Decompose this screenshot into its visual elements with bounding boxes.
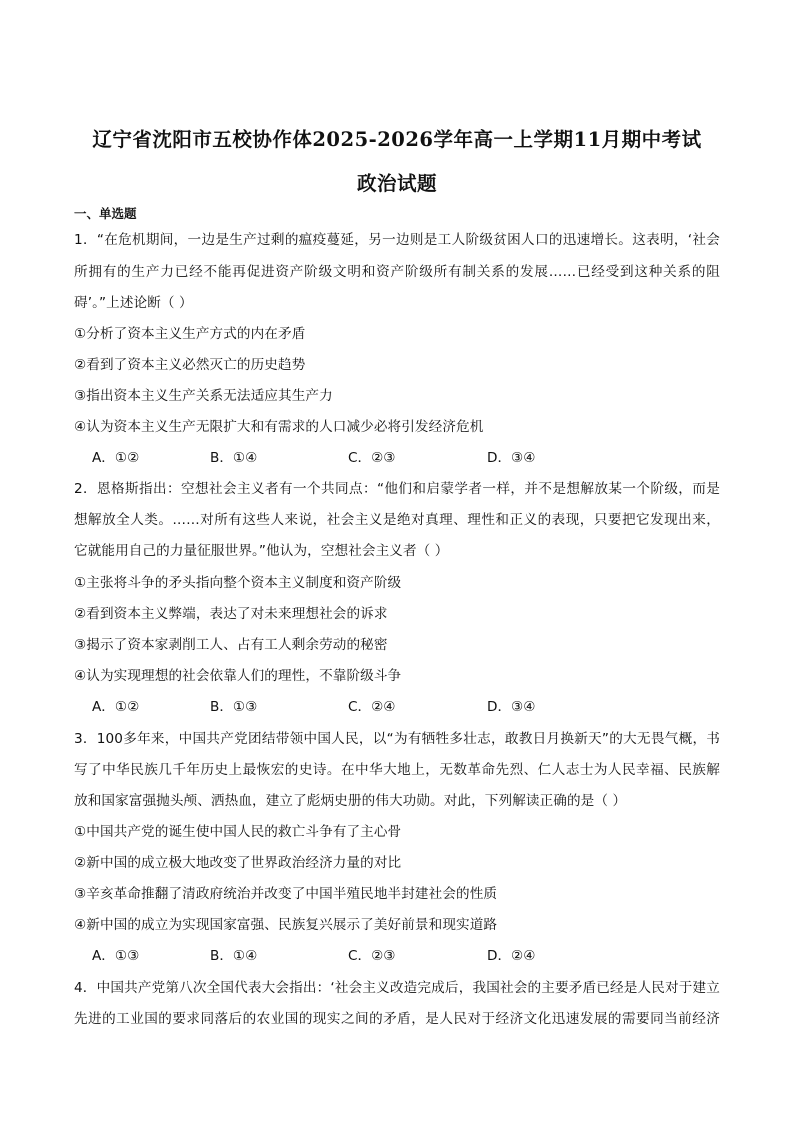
- question-2-statement-2: ②看到资本主义弊端，表达了对未来理想社会的诉求: [74, 606, 388, 622]
- document-title: 辽宁省沈阳市五校协作体2025-2026学年高一上学期11月期中考试: [92, 128, 702, 151]
- question-1-stem-line-1: 1．“在危机期间，一边是生产过剩的瘟疫蔓延，另一边则是工人阶级贫困人口的迅速增长。这表明，‘社会: [74, 232, 720, 248]
- question-1-statement-3: ③指出资本主义生产关系无法适应其生产力: [74, 388, 333, 404]
- question-1-option-d[interactable]: D．③④: [487, 450, 536, 466]
- section-heading: 一、单选题: [74, 206, 137, 221]
- question-2-statement-4: ④认为实现理想的社会依靠人们的理性，不靠阶级斗争: [74, 668, 402, 684]
- question-2-stem-line-1: 2．恩格斯指出：空想社会主义者有一个共同点：“他们和启蒙学者一样，并不是想解放某一个阶级，而是: [74, 481, 720, 497]
- question-1-statement-2: ②看到了资本主义必然灭亡的历史趋势: [74, 357, 306, 373]
- question-2-stem-line-3: 它就能用自己的力量征服世界。”他认为，空想社会主义者（ ）: [74, 543, 449, 559]
- question-1-option-c[interactable]: C．②③: [348, 450, 396, 466]
- question-3-statement-4: ④新中国的成立为实现国家富强、民族复兴展示了美好前景和现实道路: [74, 917, 498, 933]
- question-1-statement-4: ④认为资本主义生产无限扩大和有需求的人口减少必将引发经济危机: [74, 419, 484, 435]
- question-3-stem-line-3: 放和国家富强抛头颅、洒热血，建立了彪炳史册的伟大功勋。对此，下列解读正确的是（ ）: [74, 793, 627, 809]
- question-1-stem-line-3: 碍’。”上述论断（ ）: [74, 295, 193, 311]
- question-4-stem-line-2: 先进的工业国的要求同落后的农业国的现实之间的矛盾，是人民对于经济文化迅速发展的需要同当前经济: [74, 1011, 720, 1027]
- question-2-stem-line-2: 想解放全人类。……对所有这些人来说，社会主义是绝对真理、理性和正义的表现，只要把它发现出来，: [74, 512, 720, 528]
- question-1-statement-1: ①分析了资本主义生产方式的内在矛盾: [74, 326, 306, 342]
- question-1-stem-line-2: 所拥有的生产力已经不能再促进资产阶级文明和资产阶级所有制关系的发展……已经受到这种关系的阻: [74, 264, 720, 280]
- question-3-statement-3: ③辛亥革命推翻了清政府统治并改变了中国半殖民地半封建社会的性质: [74, 886, 498, 902]
- question-2-statement-3: ③揭示了资本家剥削工人、占有工人剩余劳动的秘密: [74, 637, 388, 653]
- document-subtitle: 政治试题: [356, 172, 437, 195]
- question-4-stem-line-1: 4．中国共产党第八次全国代表大会指出：‘社会主义改造完成后，我国社会的主要矛盾已经是人民对于建立: [74, 980, 720, 996]
- question-3-option-d[interactable]: D．②④: [487, 948, 536, 964]
- question-1-option-b[interactable]: B．①④: [210, 450, 258, 466]
- question-3-option-a[interactable]: A．①③: [92, 948, 140, 964]
- question-3-option-b[interactable]: B．①④: [210, 948, 258, 964]
- question-2-option-d[interactable]: D．③④: [487, 699, 536, 715]
- question-2-option-c[interactable]: C．②④: [348, 699, 396, 715]
- question-3-option-c[interactable]: C．②③: [348, 948, 396, 964]
- question-3-statement-2: ②新中国的成立极大地改变了世界政治经济力量的对比: [74, 855, 402, 871]
- question-3-stem-line-1: 3．100多年来，中国共产党团结带领中国人民，以“为有牺牲多壮志，敢教日月换新天”的大无畏气概，书: [74, 731, 720, 747]
- question-2-statement-1: ①主张将斗争的矛头指向整个资本主义制度和资产阶级: [74, 575, 402, 591]
- question-3-statement-1: ①中国共产党的诞生使中国人民的救亡斗争有了主心骨: [74, 824, 402, 840]
- question-2-option-b[interactable]: B．①③: [210, 699, 258, 715]
- question-3-stem-line-2: 写了中华民族几千年历史上最恢宏的史诗。在中华大地上，无数革命先烈、仁人志士为人民幸福、民族解: [74, 762, 720, 778]
- question-1-option-a[interactable]: A．①②: [92, 450, 140, 466]
- question-2-option-a[interactable]: A．①②: [92, 699, 140, 715]
